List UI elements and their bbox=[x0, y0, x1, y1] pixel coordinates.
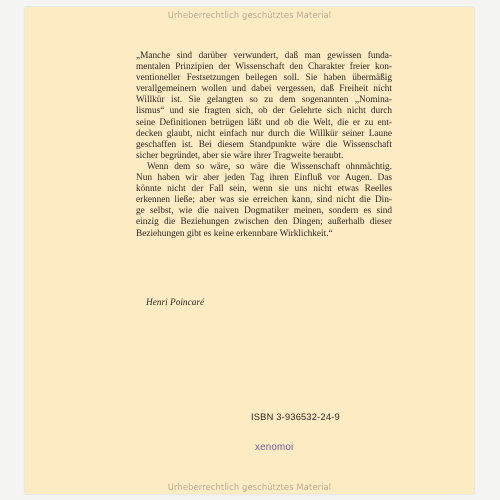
quote-author: Henri Poincaré bbox=[146, 298, 205, 308]
quote-line: ventioneller Festsetzungen beilegen soll. Sie haben übermäßig bbox=[136, 73, 392, 84]
isbn-number: ISBN 3-936532-24-9 bbox=[251, 412, 340, 422]
quote-line: verallgemeinern wollen und dabei vergessen, daß Freiheit nicht bbox=[136, 84, 392, 95]
quote-line: Beziehungen gibt es keine erkennbare Wirklichkeit.“ bbox=[136, 228, 333, 239]
quote-line: erkennen ließe; aber was sie erreichen kann, sind nicht die Din- bbox=[136, 195, 392, 206]
quote-line: könnte nicht der Fall sein, wenn sie uns nicht etwas Reelles bbox=[136, 184, 392, 195]
quote-line: Willkür ist. Sie gelangten so zu dem sogenannten „Nomina- bbox=[136, 95, 392, 106]
quote-paragraph-2 bbox=[136, 162, 392, 240]
quote-line: geschaffen ist. Bei diesem Standpunkte wäre die Wissenschaft bbox=[136, 139, 392, 150]
quote-text bbox=[136, 51, 392, 240]
quote-line: sicher begründet, aber sie wäre ihrer Tragweite beraubt. bbox=[136, 150, 344, 161]
book-back-cover bbox=[25, 7, 474, 494]
quote-line: „Manche sind darüber verwundert, daß man gewissen funda- bbox=[136, 51, 392, 61]
quote-line: seine Definitionen betrügen läßt und ob die Welt, die er zu ent- bbox=[136, 117, 392, 128]
quote-line: decken glaubt, nicht einfach nur durch die Willkür seiner Laune bbox=[136, 128, 392, 139]
quote-paragraph-1 bbox=[136, 51, 392, 162]
watermark-top: Urheberrechtlich geschütztes Material bbox=[167, 10, 332, 20]
quote-line: Nun haben wir aber jeden Tag ihren Einfluß vor Augen. Das bbox=[136, 173, 392, 184]
quote-line: ge selbst, wie die naiven Dogmatiker meinen, sondern es sind bbox=[136, 206, 392, 217]
quote-line: mentalen Prinzipien der Wissenschaft den Charakter freier kon- bbox=[136, 62, 392, 73]
quote-line: lismus“ und sie fragten sich, ob der Gelehrte sich nicht durch bbox=[136, 106, 392, 117]
quote-line: Wenn dem so wäre, so wäre die Wissenschaft ohnmächtig. bbox=[147, 161, 392, 172]
publisher-logo: xenomoi bbox=[255, 442, 294, 453]
quote-line: einzig die Beziehungen zwischen den Dingen; außerhalb dieser bbox=[136, 217, 392, 228]
watermark-bottom: Urheberrechtlich geschütztes Material bbox=[167, 482, 332, 492]
